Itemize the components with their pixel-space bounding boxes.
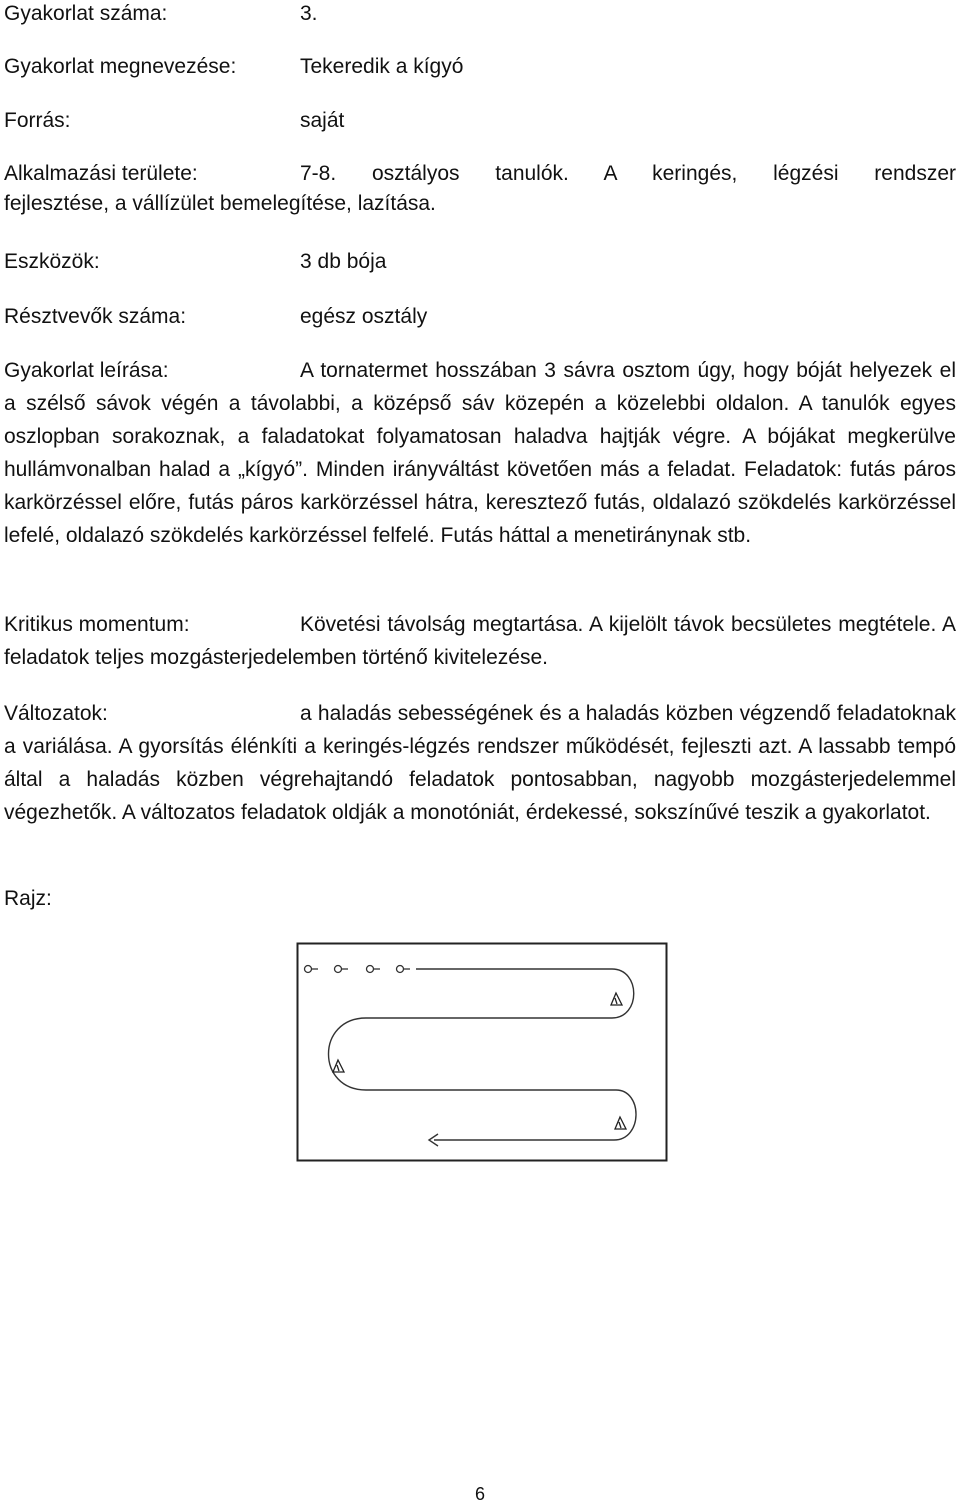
students-column [305, 966, 411, 973]
variations-text: a haladás sebességének és a haladás közben végzendő feladatoknak a variálása. A gyorsítás élénkíti a keringés-légzés rendszer működését, fejleszti azt. A lassabb tempó által a haladás közben végrehajtandó feladatok pontosabban, nagyobb mozgásterjedelemmel végezhetők. A változatos feladatok oldják a monotóniát, érdekessé, sokszínűvé teszik a gyakorlatot. [4, 702, 956, 824]
student-marker [397, 966, 404, 973]
critical-moment-paragraph [4, 608, 956, 674]
drawing-label: Rajz: [4, 887, 52, 910]
student-marker [335, 966, 342, 973]
application-area-label: Alkalmazási területe: [4, 162, 198, 185]
student-marker [367, 966, 374, 973]
cones [333, 993, 626, 1129]
variations-paragraph [4, 697, 956, 829]
equipment-value: 3 db bója [300, 250, 387, 273]
source-value: saját [300, 109, 345, 132]
exercise-number-value: 3. [300, 2, 318, 25]
equipment-label: Eszközök: [4, 250, 100, 273]
participants-label: Résztvevők száma: [4, 305, 187, 328]
description-label: Gyakorlat leírása: [4, 359, 169, 382]
exercise-number-label: Gyakorlat száma: [4, 2, 168, 25]
description-paragraph [4, 354, 956, 552]
critical-moment-label: Kritikus momentum: [4, 613, 190, 636]
participants-value: egész osztály [300, 305, 428, 328]
exercise-name-value: Tekeredik a kígyó [300, 55, 464, 78]
source-label: Forrás: [4, 109, 71, 132]
description-text: A tornatermet hosszában 3 sávra osztom úgy, hogy bóját helyezek el a szélső sávok végén a távolabbi, a középső sáv közepén a közelebbi oldalon. A tanulók egyes oszlopban sorakoznak, a faladatokat folyamatosan haladva hajtják végre. A bójákat megkerülve hullámvonalban halad a „kígyó”. Minden irányváltást követően más a feladat. Feladatok: futás páros karkörzéssel előre, futás páros karkörzéssel hátra, keresztező futás, oldalazó szökdelés karkörzéssel lefelé, oldalazó szökdelés karkörzéssel felfelé. Futás háttal a menetiránynak stb. [4, 359, 956, 547]
snake-route-sketch [296, 942, 668, 1162]
critical-moment-text: Követési távolság megtartása. A kijelölt távok becsületes megtétele. A feladatok teljes mozgásterjedelemben történő kivitelezése. [4, 613, 956, 669]
student-marker [305, 966, 312, 973]
application-area-value-line2: fejlesztése, a vállízület bemelegítése, lazítása. [4, 192, 436, 215]
exercise-name-label: Gyakorlat megnevezése: [4, 55, 237, 78]
serpentine-path [329, 969, 637, 1140]
application-area-value-line1: 7-8. osztályos tanulók. A keringés, légzési rendszer [300, 162, 956, 185]
gym-hall-outline [298, 944, 667, 1161]
variations-label: Változatok: [4, 702, 108, 725]
page-number: 6 [474, 1484, 485, 1504]
